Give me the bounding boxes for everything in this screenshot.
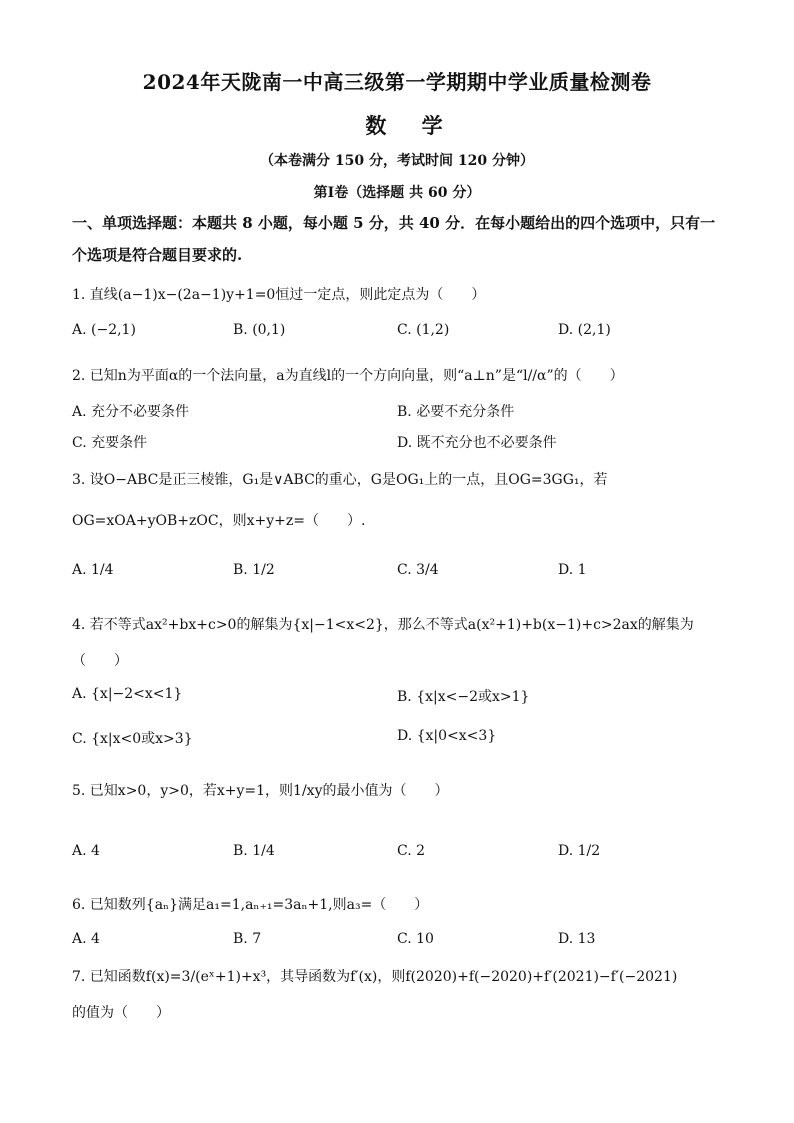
q4-option-a: A. {x|−2<x<1} xyxy=(72,686,183,702)
exam-note: （本卷满分 150 分，考试时间 120 分钟） xyxy=(260,153,534,169)
q1-option-c: C. (1,2) xyxy=(397,322,450,338)
q1-option-a: A. (−2,1) xyxy=(72,322,136,338)
q5-option-b: B. 1/4 xyxy=(233,843,275,859)
q5-option-c: C. 2 xyxy=(397,843,426,859)
q5-option-d: D. 1/2 xyxy=(558,843,601,859)
q3-option-a: A. 1/4 xyxy=(72,562,114,578)
question-4-line-2: （ ） xyxy=(72,653,128,669)
section-heading: 一、单项选择题：本题共 8 小题，每小题 5 分，共 40 分．在每小题给出的四个选项中，只有一个选项是符合题目要求的. xyxy=(72,214,716,264)
question-3-line-2: OG=xOA+yOB+zOC，则x+y+z=（ ）. xyxy=(72,513,366,529)
question-4: 4. 若不等式ax²+bx+c>0的解集为{x|−1<x<2}，那么不等式a(x²+1)+b(x−1)+c>2ax的解集为 xyxy=(72,617,694,633)
q2-option-c: C. 充要条件 xyxy=(72,435,148,451)
exam-title: 2024年天陇南一中高三级第一学期期中学业质量检测卷 xyxy=(142,70,652,94)
question-2: 2. 已知n为平面α的一个法向量，a为直线l的一个方向向量，则“a⊥n”是“l//α”的（ ） xyxy=(72,368,624,384)
q1-option-b: B. (0,1) xyxy=(233,322,286,338)
q6-option-d: D. 13 xyxy=(558,931,596,947)
q6-option-b: B. 7 xyxy=(233,931,262,947)
q2-option-b: B. 必要不充分条件 xyxy=(397,404,515,420)
subject-title: 数 学 xyxy=(365,113,457,138)
question-1: 1. 直线(a−1)x−(2a−1)y+1=0恒过一定点，则此定点为（ ） xyxy=(72,287,486,303)
question-7-line-2: 的值为（ ） xyxy=(72,1005,170,1021)
q2-option-d: D. 既不充分也不必要条件 xyxy=(397,435,557,451)
q4-option-b: B. {x|x<−2或x>1} xyxy=(397,689,530,705)
q3-option-b: B. 1/2 xyxy=(233,562,275,578)
q2-option-a: A. 充分不必要条件 xyxy=(72,404,190,420)
q4-option-d: D. {x|0<x<3} xyxy=(397,728,497,744)
question-7: 7. 已知函数f(x)=3/(eˣ+1)+x³，其导函数为f′(x)，则f(2020)+f(−2020)+f′(2021)−f′(−2021) xyxy=(72,969,678,985)
q4-option-c: C. {x|x<0或x>3} xyxy=(72,731,193,747)
q5-option-a: A. 4 xyxy=(72,843,100,859)
question-6: 6. 已知数列{aₙ}满足a₁=1,aₙ₊₁=3aₙ+1,则a₃=（ ） xyxy=(72,897,429,913)
q3-option-c: C. 3/4 xyxy=(397,562,439,578)
q6-option-a: A. 4 xyxy=(72,931,100,947)
q6-option-c: C. 10 xyxy=(397,931,434,947)
question-5: 5. 已知x>0，y>0，若x+y=1，则1/xy的最小值为（ ） xyxy=(72,783,449,799)
q3-option-d: D. 1 xyxy=(558,562,587,578)
q1-option-d: D. (2,1) xyxy=(558,322,611,338)
question-3: 3. 设O−ABC是正三棱锥，G₁是∨ABC的重心，G是OG₁上的一点，且OG=3GG₁，若 xyxy=(72,472,608,488)
part-title: 第Ⅰ卷（选择题 共 60 分） xyxy=(313,185,481,201)
